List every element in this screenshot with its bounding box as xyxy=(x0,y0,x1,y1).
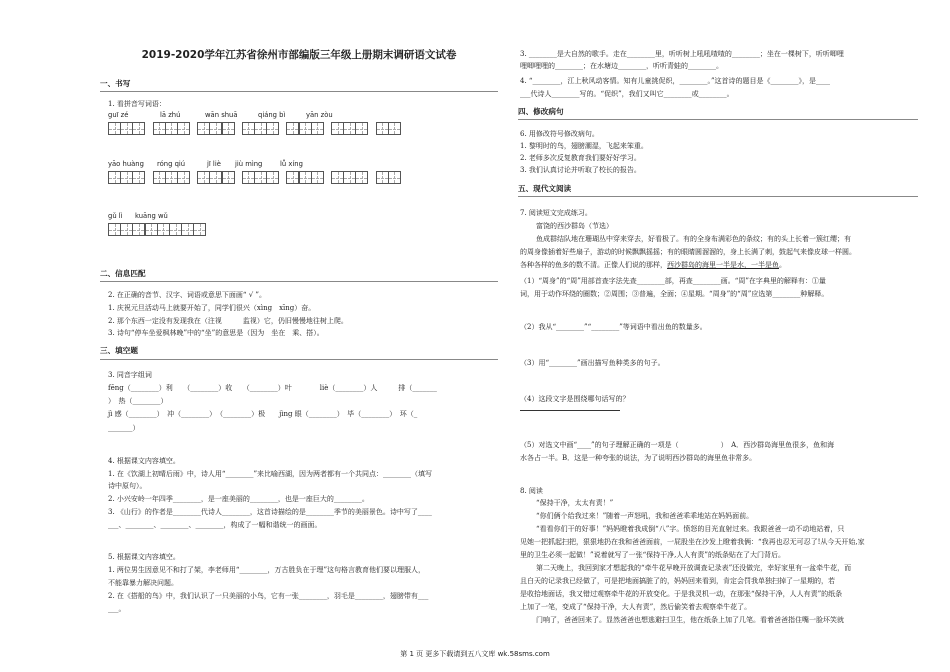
q7-passage-line-3c: 。 xyxy=(779,261,786,269)
pinyin-2-4: jiù mìng xyxy=(235,160,263,168)
q7-passage-line-1: 鱼成群结队地在珊瑚丛中穿来穿去，好看极了。有的全身布满彩色的条纹；有的头上长着一簇红缨；有 xyxy=(536,235,851,243)
q2-line-3: 3. 诗句“停车坐爱枫林晚”中的“坐”的意思是（因为 坐在 乘、搭）。 xyxy=(108,329,324,337)
q3-stem: 3. 同音字组词 xyxy=(108,371,152,379)
q6-line-3: 3. 我们认真讨论并听取了校长的报告。 xyxy=(520,166,641,174)
q6-line-2: 2. 老师多次反复教育我们要好好学习。 xyxy=(520,154,641,162)
q8-line-5: 里的卫生必须一起做！”说着就写了一张“保持干净,人人有责”的纸条贴在了大门背后。 xyxy=(520,551,785,559)
q5-line-1: 1. 两位男生因意见不和打了架，李老师用“________，万古胜负在于理”这句格言教育他们要以理服人， xyxy=(108,566,426,574)
writing-grid-row-2 xyxy=(108,171,400,184)
q5-line-3: 2. 在《搭船的鸟》中，我们认识了一只美丽的小鸟，它有一张________，羽毛是________，翅膀带有___ xyxy=(108,592,429,600)
q3-line-3: jì 感（________） 冲（________） （________）极 jìng 眼（________） 毕（________） 环（_ xyxy=(108,410,418,418)
q1-stem: 1. 看拼音写词语： xyxy=(108,100,166,108)
q7-passage-title: 富饶的西沙群岛（节选） xyxy=(536,222,613,230)
q5-stem: 5. 根据课文内容填空。 xyxy=(108,553,180,561)
q4-line-2: 诗中原句）。 xyxy=(108,482,147,490)
q8-line-7: 且白天的记录我已经做了，可是把地面搞脏了的，妈妈回来看到，肯定会罚我单独扫掉了一星期的，若 xyxy=(520,577,835,585)
q2-line-1: 1. 庆祝元旦活动马上就要开始了，同学们很兴（xìng xīng）奋。 xyxy=(108,304,316,312)
char-box-pair[interactable] xyxy=(331,171,368,184)
page-footer: 第 1 页 更多下载请到五八文库 wk.58sms.com xyxy=(400,650,550,658)
char-box-pair[interactable] xyxy=(376,171,400,184)
q3-line-4: _______） xyxy=(108,424,140,432)
section-heading-writing: 一、书写 xyxy=(100,79,131,88)
q4-line-4: 3. 《山行》的作者是________代诗人________，这首诗描绘的是________季节的美丽景色。诗中写了____ xyxy=(108,508,432,516)
writing-grid-row-1 xyxy=(108,122,400,135)
q7-e-line-1: （5）对选文中画“____”的句子理解正确的一项是（ ） A．西沙群岛海里鱼很多，鱼和海 xyxy=(520,441,835,449)
section-heading-reading: 五、现代文阅读 xyxy=(518,184,572,193)
writing-grid-row-3 xyxy=(108,223,206,236)
q6-stem: 6. 用修改符号修改病句。 xyxy=(520,130,599,138)
char-box-pair[interactable] xyxy=(153,122,190,135)
q4-line-1: 1. 在《饮湖上初晴后雨》中，诗人用“________”来比喻西湖，因为两者都有一个共同点：________（填写 xyxy=(108,470,433,478)
char-box-pair[interactable] xyxy=(197,122,234,135)
q8-line-3: “看看你们干的好事！”妈妈瞪着我成倒“八”字。愤怒的目光直射过来。我跟爸爸一动不动地站着，只 xyxy=(536,525,845,533)
q8-line-6: 第二天晚上，我回到家才想起我的“牵牛花早晚开放调查记录表”还没做完，幸好家里有一盆牵牛花，而 xyxy=(536,564,852,572)
section-heading-correction: 四、修改病句 xyxy=(518,107,564,116)
section-rule xyxy=(518,119,918,120)
pinyin-1-3: wān shuā xyxy=(205,111,238,119)
q7-passage-line-2: 的周身像插着好些扇子，游动的时候飘飘摇摇；有的眼睛圆溜溜的，身上长满了刺，鼓起气来像皮球一样圆。 xyxy=(520,248,856,256)
q7-b: （2）我从“________”“________”等词语中看出鱼的数量多。 xyxy=(520,323,707,331)
q7-e-line-2: 水各占一半。B．这是一种夸张的说法，为了说明西沙群岛的海里鱼非常多。 xyxy=(520,454,757,462)
q7-a-line-2: 词，用于动作环绕的圈数；②周围；③普遍，全面；④星期。“周身”的“周”应选第________种解释。 xyxy=(520,290,829,298)
q7-passage-line-3a: 各种各样的鱼多的数不清。正像人们说的那样， xyxy=(520,261,667,269)
q4-line-3: 2. 小兴安岭一年四季________，是一座美丽的________，也是一座巨大的________。 xyxy=(108,495,369,503)
q7-d: （4）这段文字是围绕哪句话写的？ xyxy=(520,395,630,403)
q8-line-8: 是收拾地面话，我又错过观察牵牛花的开放变化。于是我灵机一动，在那张“保持干净，人人有责”的纸条 xyxy=(520,590,843,598)
q2-line-2: 2. 那个东西一定没有发现我在（注视 监视）它，仍旧慢慢地往树上爬。 xyxy=(108,317,348,325)
section-rule xyxy=(100,359,498,360)
q3-line-2: ） 热（________） xyxy=(108,397,168,405)
section-rule xyxy=(100,281,498,282)
q4-stem: 4. 根据课文内容填空。 xyxy=(108,457,180,465)
char-box-pair[interactable] xyxy=(153,171,190,184)
pinyin-2-1: yāo huàng xyxy=(108,160,144,168)
char-box-pair[interactable] xyxy=(108,171,145,184)
q8-line-4: 见她一把抓起扫把，狠狠地扔在我和爸爸面前，一屁股坐在沙发上瞪着我俩：“我再也忍无可忍了!从今天开始,家 xyxy=(520,538,865,546)
r-line-3: 4. “________，江上秋风动客情。知有儿童挑促织，________。”这首诗的题目是《________》，是____ xyxy=(520,77,831,85)
r-line-2: 哩唧哩哩的________；在水塘边________，听听青蛙的________。 xyxy=(520,62,723,70)
q8-line-9: 上加了一笔，变成了“保持干净，大人有责”，然后偷笑着去观察牵牛花了。 xyxy=(520,603,752,611)
pinyin-2-3: jī liè xyxy=(207,160,221,168)
char-box-pair[interactable] xyxy=(242,122,279,135)
char-box-pair[interactable] xyxy=(197,171,234,184)
pinyin-1-2: lā zhú xyxy=(160,111,181,119)
pinyin-1-1: guī zé xyxy=(108,111,129,119)
pinyin-3-1: gǔ lì xyxy=(108,212,123,220)
section-heading-matching: 二、信息匹配 xyxy=(100,269,146,278)
char-box-pair[interactable] xyxy=(242,171,279,184)
char-box-pair[interactable] xyxy=(286,171,323,184)
q8-stem: 8. 阅读 xyxy=(520,487,543,495)
answer-line[interactable] xyxy=(520,410,620,411)
char-box-pair[interactable] xyxy=(108,122,145,135)
r-line-4: ___代诗人________写的。“促织”，我们又叫它________或________。 xyxy=(520,90,734,98)
char-box-pair[interactable] xyxy=(331,122,368,135)
q4-line-5: ___、________、________、________，构成了一幅和谐统一的画面。 xyxy=(108,521,322,529)
page-title: 2019-2020学年江苏省徐州市部编版三年级上册期末调研语文试卷 xyxy=(141,49,457,61)
q8-line-1: “保持干净，太太有责！” xyxy=(536,499,614,507)
r-line-1: 3. ________是大自然的歌手。走在________里，听听树上吼吼喳喳的________；坐在一棵树下，听听唧哩 xyxy=(520,50,844,58)
pinyin-2-5: lǚ xíng xyxy=(280,160,303,168)
section-rule xyxy=(100,91,498,92)
q7-c: （3）用“________”画出描写鱼种类多的句子。 xyxy=(520,359,665,367)
section-heading-fill: 三、填空题 xyxy=(100,346,138,355)
char-box-pair[interactable] xyxy=(286,122,323,135)
pinyin-2-2: róng qiú xyxy=(157,160,186,168)
q6-line-1: 1. 黎明时的鸟，翅膀潮湿，飞起来笨重。 xyxy=(520,142,648,150)
q7-underlined-sentence: 西沙群岛的海里一半是水，一半是鱼 xyxy=(667,261,779,269)
q2-stem: 2. 在正确的音节、汉字、词语或意思下面画“ √ ”。 xyxy=(108,291,266,299)
q7-passage-line-3 xyxy=(520,260,786,270)
q5-line-4: ___。 xyxy=(108,605,126,613)
q7-stem: 7. 阅读短文完成练习。 xyxy=(520,209,592,217)
pinyin-1-4: qiáng bì xyxy=(258,111,286,119)
q7-a-line-1: （1）“周身”的“周”用部首查字法先查________部，再查________画。“周”在字典里的解释有：①量 xyxy=(520,277,826,285)
char-box-pair[interactable] xyxy=(376,122,400,135)
q8-line-10: 门响了，爸爸回来了。显然爸爸也想逃避扫卫生，他在纸条上加了几笔。看着爸爸指住嘴一脸坏笑就 xyxy=(536,616,844,624)
q3-line-1: fēng（________）利 （________）收 （________）叶 liè（________）人 排（_______ xyxy=(108,384,437,392)
pinyin-3-2: kuāng wǔ xyxy=(135,212,168,220)
q5-line-2: 不能靠暴力解决问题。 xyxy=(108,579,178,587)
char-box-pair[interactable] xyxy=(108,223,206,236)
q8-line-2: “你们俩个给我过来！”随着一声怒吼，我和爸爸乖乖地站在妈妈面前。 xyxy=(536,512,754,520)
section-rule xyxy=(518,196,918,197)
pinyin-1-5: yān zòu xyxy=(306,111,333,119)
